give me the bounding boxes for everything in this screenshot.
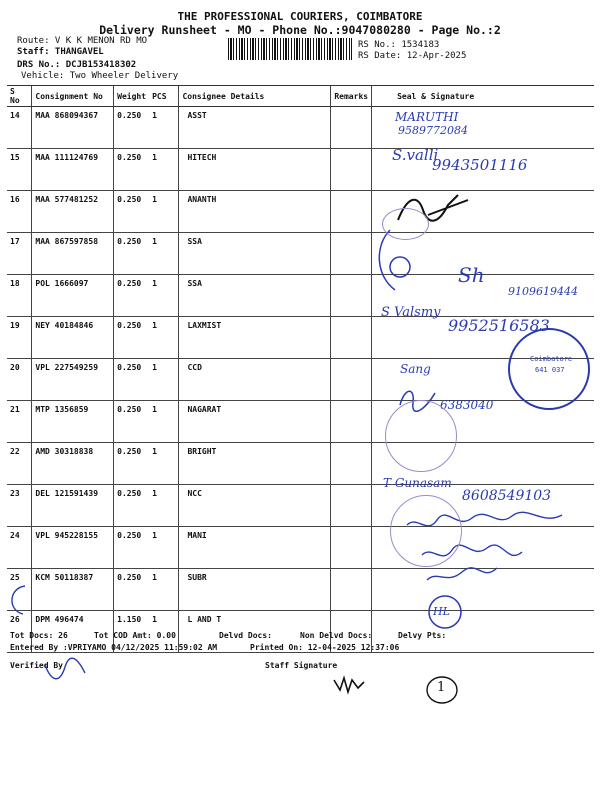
cell-pcs: 1 bbox=[149, 149, 179, 191]
cell-remarks bbox=[331, 443, 372, 485]
col-weight: Weight bbox=[114, 86, 149, 107]
cell-consignee: LAXMIST bbox=[179, 317, 331, 359]
col-remarks: Remarks bbox=[331, 86, 372, 107]
cell-sno: 24 bbox=[7, 527, 32, 569]
table-row bbox=[7, 359, 594, 401]
cell-pcs: 1 bbox=[149, 611, 179, 653]
signature-row19: S Valsmy bbox=[381, 305, 441, 320]
cell-consignment: MAA 867597858 bbox=[32, 233, 114, 275]
cell-weight: 1.150 bbox=[114, 611, 149, 653]
faint-seal-row22 bbox=[385, 400, 457, 472]
cell-consignee: CCD bbox=[179, 359, 331, 401]
cell-consignment: MAA 111124769 bbox=[32, 149, 114, 191]
cell-consignee: NCC bbox=[179, 485, 331, 527]
cell-remarks bbox=[331, 401, 372, 443]
circled-one-text: 1 bbox=[437, 680, 446, 695]
cell-remarks bbox=[331, 317, 372, 359]
table-row bbox=[7, 233, 594, 275]
phone-row15: 9943501116 bbox=[432, 156, 528, 174]
cell-sno: 25 bbox=[7, 569, 32, 611]
cell-weight: 0.250 bbox=[114, 443, 149, 485]
cell-sno: 22 bbox=[7, 443, 32, 485]
col-seal-signature: Seal & Signature bbox=[372, 86, 594, 107]
cell-consignee: MANI bbox=[179, 527, 331, 569]
col-consignment: Consignment No bbox=[32, 86, 114, 107]
circle-mark-row26 bbox=[3, 582, 31, 618]
cell-sno: 26 bbox=[7, 611, 32, 653]
phone-row21: 6383040 bbox=[440, 398, 494, 412]
cell-remarks bbox=[331, 107, 372, 149]
cell-consignment: KCM 50118387 bbox=[32, 569, 114, 611]
printed-on: Printed On: 12-04-2025 12:37:06 bbox=[250, 643, 400, 652]
cell-pcs: 1 bbox=[149, 191, 179, 233]
table-header-row bbox=[7, 86, 594, 107]
barcode-image bbox=[228, 38, 352, 60]
runsheet-title: Delivery Runsheet - MO - Phone No.:9047080280 - Page No.:2 bbox=[99, 23, 501, 37]
phone-row18: 9109619444 bbox=[508, 285, 578, 298]
cell-consignment: MAA 868094367 bbox=[32, 107, 114, 149]
cell-sno: 14 bbox=[7, 107, 32, 149]
cell-sno: 23 bbox=[7, 485, 32, 527]
cell-consignment: MAA 577481252 bbox=[32, 191, 114, 233]
verifier-signature bbox=[40, 655, 90, 685]
cell-weight: 0.250 bbox=[114, 317, 149, 359]
total-docs: Tot Docs: 26 bbox=[10, 631, 68, 640]
non-delivered-docs: Non Delvd Docs: bbox=[300, 631, 373, 640]
cell-weight: 0.250 bbox=[114, 359, 149, 401]
cell-sno: 19 bbox=[7, 317, 32, 359]
cell-consignment: NEY 40184846 bbox=[32, 317, 114, 359]
cell-consignee: SUBR bbox=[179, 569, 331, 611]
cell-consignee: ASST bbox=[179, 107, 331, 149]
cell-consignee: SSA bbox=[179, 275, 331, 317]
cell-pcs: 1 bbox=[149, 359, 179, 401]
cell-pcs: 1 bbox=[149, 317, 179, 359]
cell-consignee: L AND T bbox=[179, 611, 331, 653]
table-row bbox=[7, 275, 594, 317]
cell-weight: 0.250 bbox=[114, 191, 149, 233]
col-consignee: Consignee Details bbox=[179, 86, 331, 107]
cell-weight: 0.250 bbox=[114, 107, 149, 149]
cell-consignee: ANANTH bbox=[179, 191, 331, 233]
cell-remarks bbox=[331, 149, 372, 191]
cell-consignment: DPM 496474 bbox=[32, 611, 114, 653]
cell-consignee: HITECH bbox=[179, 149, 331, 191]
table-row bbox=[7, 401, 594, 443]
cell-consignment: MTP 1356859 bbox=[32, 401, 114, 443]
cell-remarks bbox=[331, 233, 372, 275]
cell-pcs: 1 bbox=[149, 443, 179, 485]
cell-weight: 0.250 bbox=[114, 233, 149, 275]
cell-pcs: 1 bbox=[149, 569, 179, 611]
cell-weight: 0.250 bbox=[114, 569, 149, 611]
cell-sno: 21 bbox=[7, 401, 32, 443]
col-pcs: PCS bbox=[149, 86, 179, 107]
phone-row23: 8608549103 bbox=[462, 488, 552, 504]
cell-pcs: 1 bbox=[149, 485, 179, 527]
cell-consignment: DEL 121591439 bbox=[32, 485, 114, 527]
cell-weight: 0.250 bbox=[114, 527, 149, 569]
cell-consignee: NAGARAT bbox=[179, 401, 331, 443]
company-title: THE PROFESSIONAL COURIERS, COIMBATORE bbox=[177, 10, 423, 23]
delivery-points: Delvy Pts: bbox=[398, 631, 447, 640]
vehicle-label: Vehicle: Two Wheeler Delivery bbox=[21, 71, 179, 81]
cell-consignment: POL 1666097 bbox=[32, 275, 114, 317]
faint-seal-row24 bbox=[390, 495, 462, 567]
cell-consignment: AMD 30318838 bbox=[32, 443, 114, 485]
signature-row20: Sang bbox=[400, 362, 431, 376]
seal-pin: 641 037 bbox=[535, 366, 565, 374]
faint-seal-row17 bbox=[382, 208, 429, 240]
cell-sno: 20 bbox=[7, 359, 32, 401]
cell-weight: 0.250 bbox=[114, 275, 149, 317]
cell-weight: 0.250 bbox=[114, 149, 149, 191]
table-row bbox=[7, 443, 594, 485]
total-cod: Tot COD Amt: 0.00 bbox=[94, 631, 176, 640]
signature-row26-text: HL bbox=[433, 605, 450, 618]
cell-pcs: 1 bbox=[149, 527, 179, 569]
phone-row19: 9952516583 bbox=[448, 316, 550, 335]
cell-consignee: BRIGHT bbox=[179, 443, 331, 485]
cell-remarks bbox=[331, 527, 372, 569]
staff-signature-mark bbox=[330, 672, 370, 698]
cell-weight: 0.250 bbox=[114, 401, 149, 443]
rs-number: RS No.: 1534183 bbox=[358, 40, 440, 50]
col-sno: S No bbox=[7, 86, 32, 107]
cell-weight: 0.250 bbox=[114, 485, 149, 527]
cell-pcs: 1 bbox=[149, 401, 179, 443]
cell-remarks bbox=[331, 359, 372, 401]
cell-pcs: 1 bbox=[149, 107, 179, 149]
cell-sno: 17 bbox=[7, 233, 32, 275]
signature-row14: MARUTHI bbox=[395, 110, 459, 124]
cell-pcs: 1 bbox=[149, 233, 179, 275]
entered-by: Entered By :VPRIYAMO 04/12/2025 11:59:02 AM bbox=[10, 643, 218, 652]
seal-city: Coimbatore bbox=[530, 355, 573, 363]
signature-row15: S.valli bbox=[392, 146, 439, 164]
cell-consignment: VPL 227549259 bbox=[32, 359, 114, 401]
signature-row23: T Gunasam bbox=[383, 476, 452, 490]
delivered-docs: Delvd Docs: bbox=[219, 631, 272, 640]
cell-sno: 16 bbox=[7, 191, 32, 233]
cell-remarks bbox=[331, 275, 372, 317]
cell-remarks bbox=[331, 191, 372, 233]
cell-consignment: VPL 945228155 bbox=[32, 527, 114, 569]
cell-sno: 18 bbox=[7, 275, 32, 317]
route-label: Route: V K K MENON RD MO bbox=[17, 36, 148, 46]
cell-pcs: 1 bbox=[149, 275, 179, 317]
cell-remarks bbox=[331, 569, 372, 611]
cell-sno: 15 bbox=[7, 149, 32, 191]
drs-number: DRS No.: DCJB153418302 bbox=[17, 60, 137, 70]
cell-consignee: SSA bbox=[179, 233, 331, 275]
staff-signature-label: Staff Signature bbox=[265, 661, 338, 670]
staff-label: Staff: THANGAVEL bbox=[17, 47, 104, 57]
phone-row14: 9589772084 bbox=[398, 124, 468, 137]
cell-remarks bbox=[331, 485, 372, 527]
verified-by: Verified By bbox=[10, 661, 63, 670]
signature-row18: Sh bbox=[458, 263, 485, 287]
table-row bbox=[7, 107, 594, 149]
rs-date: RS Date: 12-Apr-2025 bbox=[358, 51, 467, 61]
table-row bbox=[7, 191, 594, 233]
